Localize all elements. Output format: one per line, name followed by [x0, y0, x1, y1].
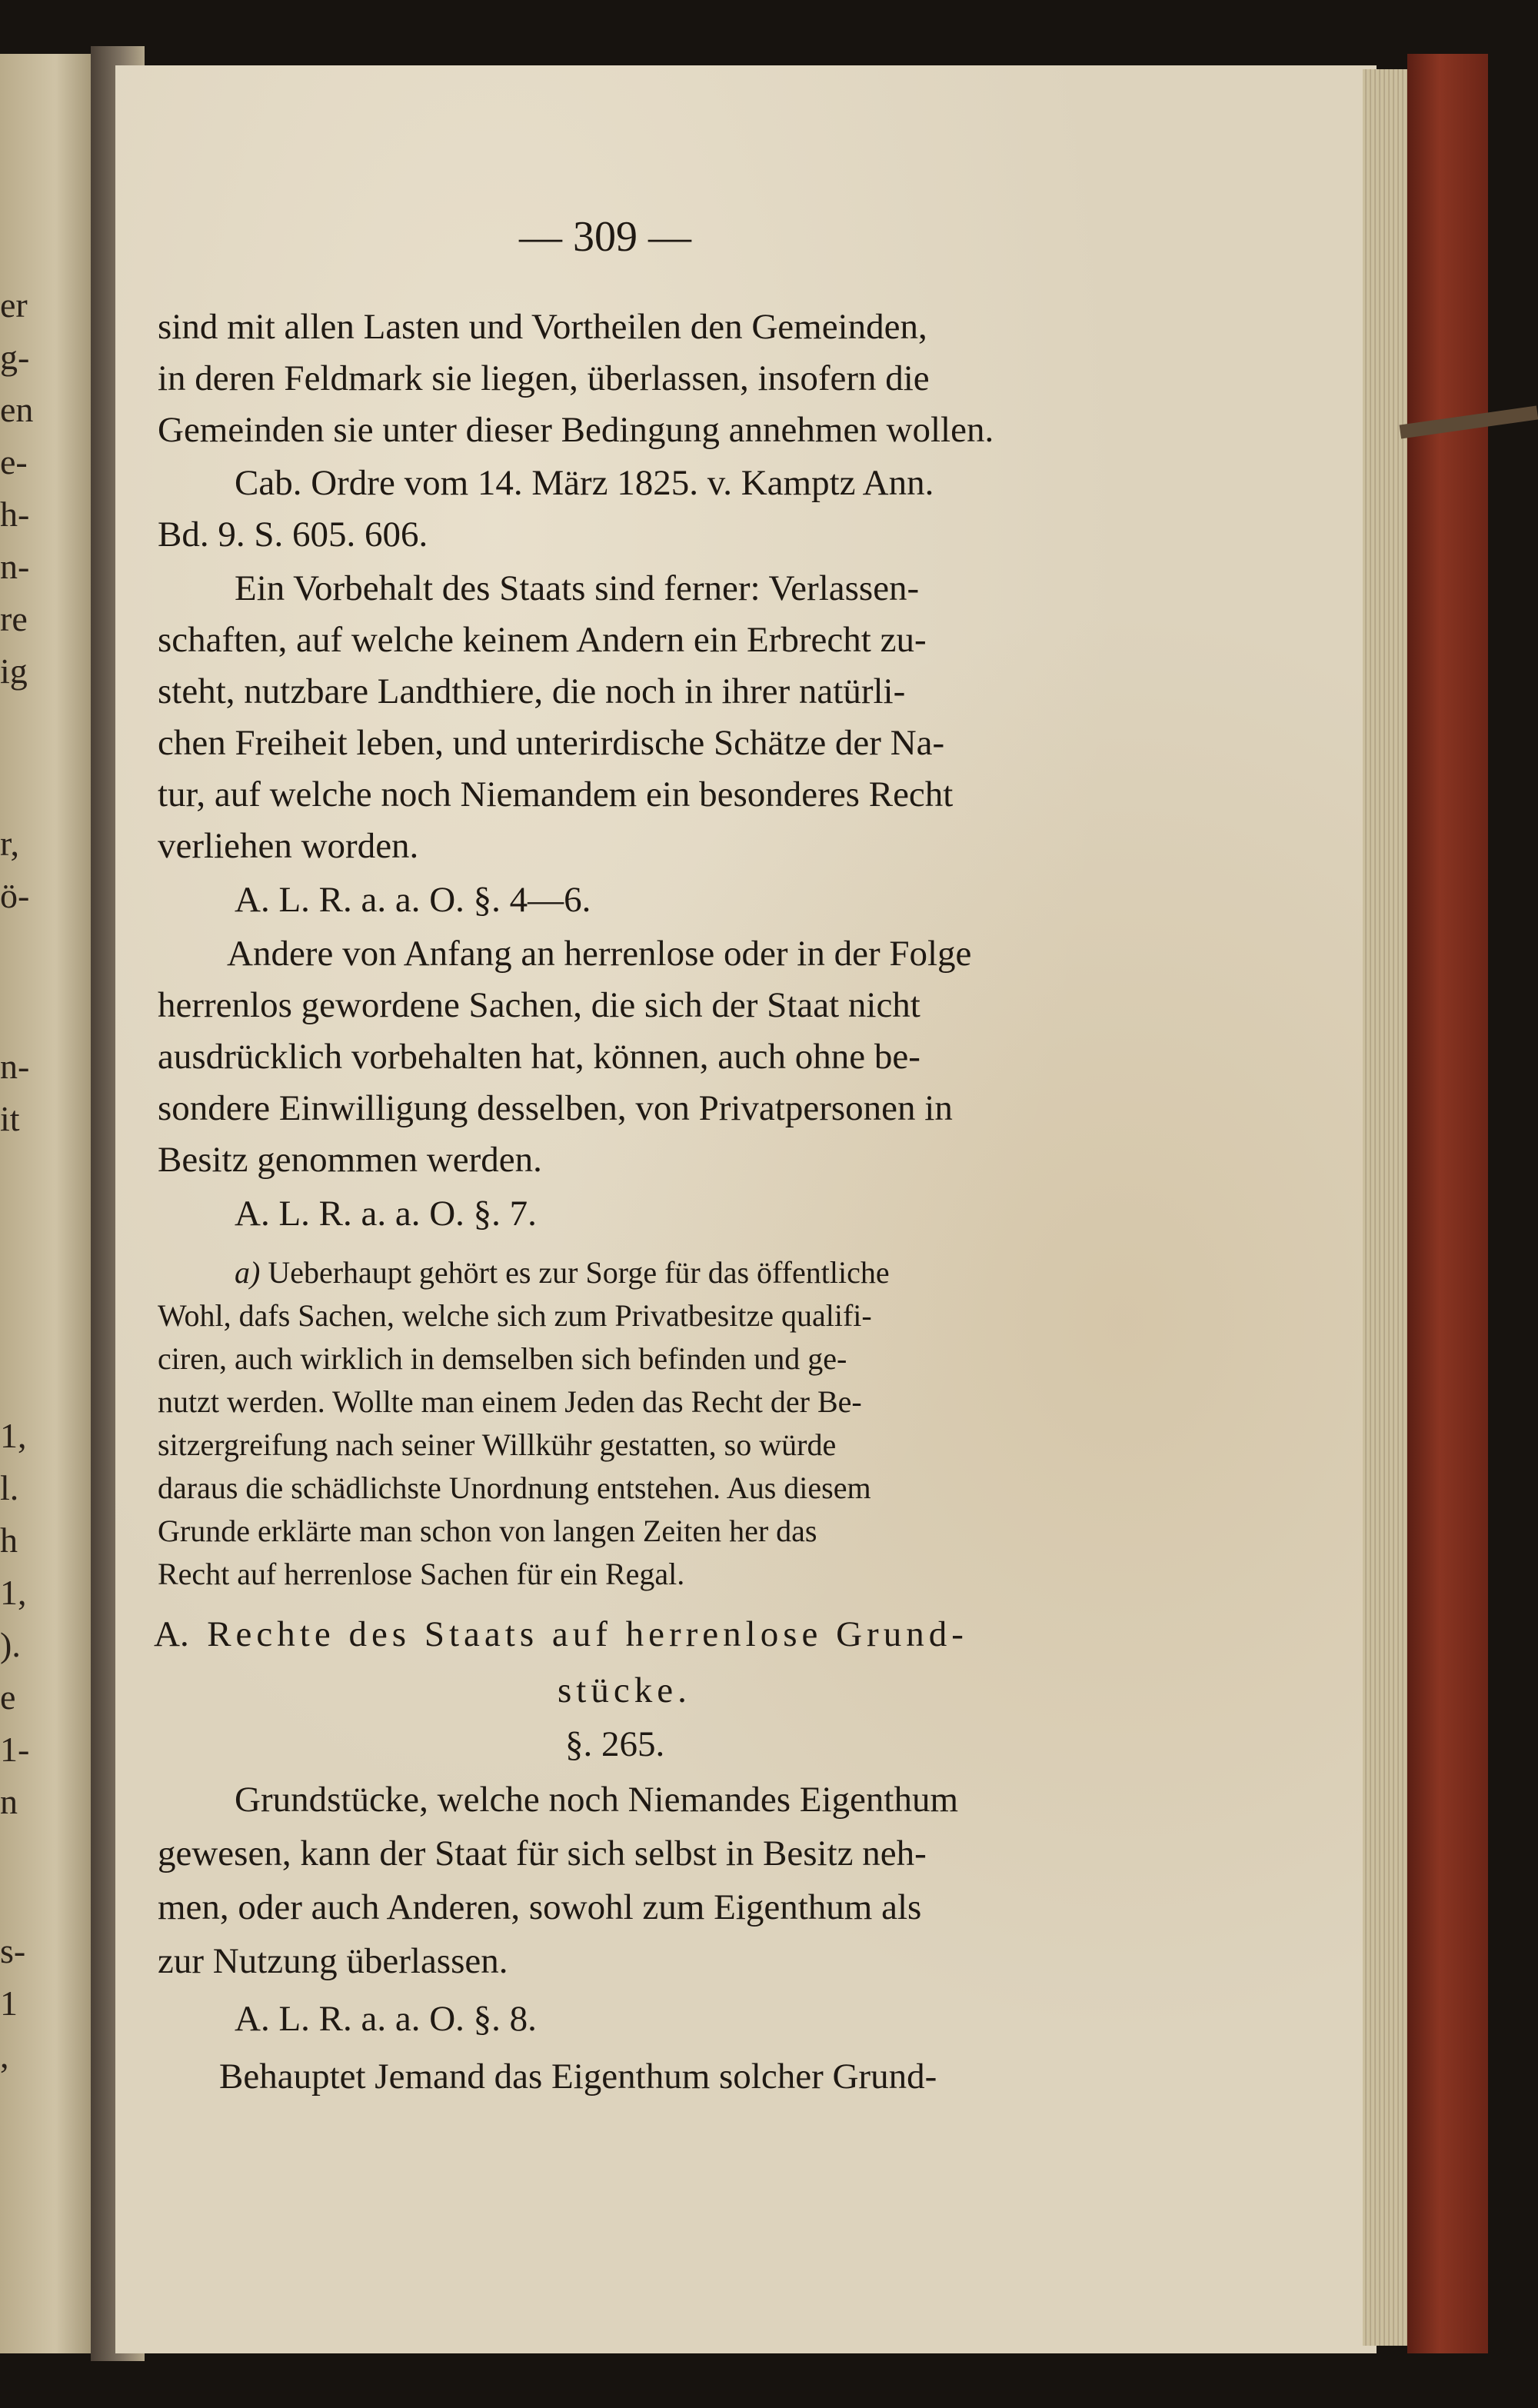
- note-line: nutzt werden. Wollte man einem Jeden das Recht der Be-: [158, 1384, 862, 1419]
- section-heading-text: Rechte des Staats auf herrenlose Grund-: [207, 1614, 968, 1654]
- text-line: chen Freiheit leben, und unterirdische Schätze der Na-: [158, 723, 945, 763]
- text-line: schaften, auf welche keinem Andern ein Erbrecht zu-: [158, 620, 927, 660]
- margin-fragment: ,: [0, 2036, 9, 2075]
- margin-fragment: re: [0, 599, 28, 638]
- margin-fragment: en: [0, 390, 34, 429]
- text-line: Ein Vorbehalt des Staats sind ferner: Verlassen-: [235, 568, 920, 608]
- margin-fragment: l.: [0, 1468, 19, 1507]
- margin-fragment: ö-: [0, 876, 30, 915]
- text-line: in deren Feldmark sie liegen, überlassen, insofern die: [158, 358, 930, 398]
- text-line: Behauptet Jemand das Eigenthum solcher Grund-: [219, 2057, 937, 2097]
- citation-line: A. L. R. a. a. O. §. 8.: [235, 1999, 537, 2039]
- page-number: — 309 —: [519, 213, 691, 261]
- text-line: zur Nutzung überlassen.: [158, 1941, 508, 1981]
- note-marker: a): [235, 1255, 261, 1290]
- text-line: tur, auf welche noch Niemandem ein besonderes Recht: [158, 774, 954, 814]
- margin-fragment: 1-: [0, 1730, 30, 1769]
- margin-fragment: n-: [0, 1047, 30, 1086]
- citation-line: Cab. Ordre vom 14. März 1825. v. Kamptz Ann.: [235, 463, 934, 503]
- margin-fragment: r,: [0, 824, 19, 863]
- note-text: Ueberhaupt gehört es zur Sorge für das öffentliche: [268, 1255, 890, 1290]
- note-line: ciren, auch wirklich in demselben sich befinden und ge-: [158, 1341, 847, 1376]
- margin-fragment: h: [0, 1520, 18, 1560]
- page-edge-stack: [1363, 69, 1409, 2346]
- note-line-1: [235, 1250, 890, 1296]
- text-line: gewesen, kann der Staat für sich selbst in Besitz neh-: [158, 1833, 927, 1873]
- paragraph-number: §. 265.: [565, 1724, 665, 1764]
- note-line: Wohl, dafs Sachen, welche sich zum Privatbesitze qualifi-: [158, 1298, 872, 1333]
- margin-fragment: 1: [0, 1983, 18, 2023]
- text-line: Andere von Anfang an herrenlose oder in der Folge: [227, 934, 972, 974]
- margin-fragment: it: [0, 1099, 20, 1138]
- text-line: herrenlos gewordene Sachen, die sich der Staat nicht: [158, 985, 920, 1025]
- section-heading: [154, 1611, 968, 1657]
- citation-line: A. L. R. a. a. O. §. 4—6.: [235, 880, 591, 920]
- text-line: sind mit allen Lasten und Vortheilen den Gemeinden,: [158, 307, 927, 347]
- book-cover-edge: [1407, 54, 1488, 2353]
- margin-fragment: h-: [0, 495, 30, 534]
- margin-fragment: 1,: [0, 1416, 27, 1455]
- section-heading-continued: stücke.: [558, 1670, 691, 1710]
- note-line: daraus die schädlichste Unordnung entstehen. Aus diesem: [158, 1470, 871, 1505]
- note-line: Recht auf herrenlose Sachen für ein Regal.: [158, 1557, 685, 1591]
- text-line: Besitz genommen werden.: [158, 1140, 542, 1180]
- note-line: Grunde erklärte man schon von langen Zeiten her das: [158, 1514, 817, 1548]
- citation-line: Bd. 9. S. 605. 606.: [158, 515, 428, 555]
- text-line: men, oder auch Anderen, sowohl zum Eigenthum als: [158, 1887, 922, 1927]
- margin-fragment: ig: [0, 651, 28, 691]
- margin-fragment: 1,: [0, 1573, 27, 1612]
- margin-fragment: g-: [0, 338, 30, 377]
- margin-fragment: n: [0, 1782, 18, 1821]
- citation-line: A. L. R. a. a. O. §. 7.: [235, 1194, 537, 1234]
- margin-fragment: ).: [0, 1625, 21, 1664]
- text-line: ausdrücklich vorbehalten hat, können, auch ohne be-: [158, 1037, 920, 1077]
- margin-fragment: er: [0, 285, 28, 325]
- note-line: sitzergreifung nach seiner Willkühr gestatten, so würde: [158, 1427, 837, 1462]
- margin-fragment: s-: [0, 1931, 26, 1970]
- text-line: sondere Einwilligung desselben, von Privatpersonen in: [158, 1088, 953, 1128]
- margin-fragment: e: [0, 1677, 16, 1717]
- text-line: steht, nutzbare Landthiere, die noch in ihrer natürli-: [158, 671, 906, 711]
- margin-fragment: n-: [0, 547, 30, 586]
- margin-fragment: e-: [0, 442, 28, 481]
- section-marker: A.: [154, 1614, 189, 1654]
- text-line: verliehen worden.: [158, 826, 419, 866]
- text-line: Gemeinden sie unter dieser Bedingung annehmen wollen.: [158, 410, 994, 450]
- text-line: Grundstücke, welche noch Niemandes Eigenthum: [235, 1780, 959, 1820]
